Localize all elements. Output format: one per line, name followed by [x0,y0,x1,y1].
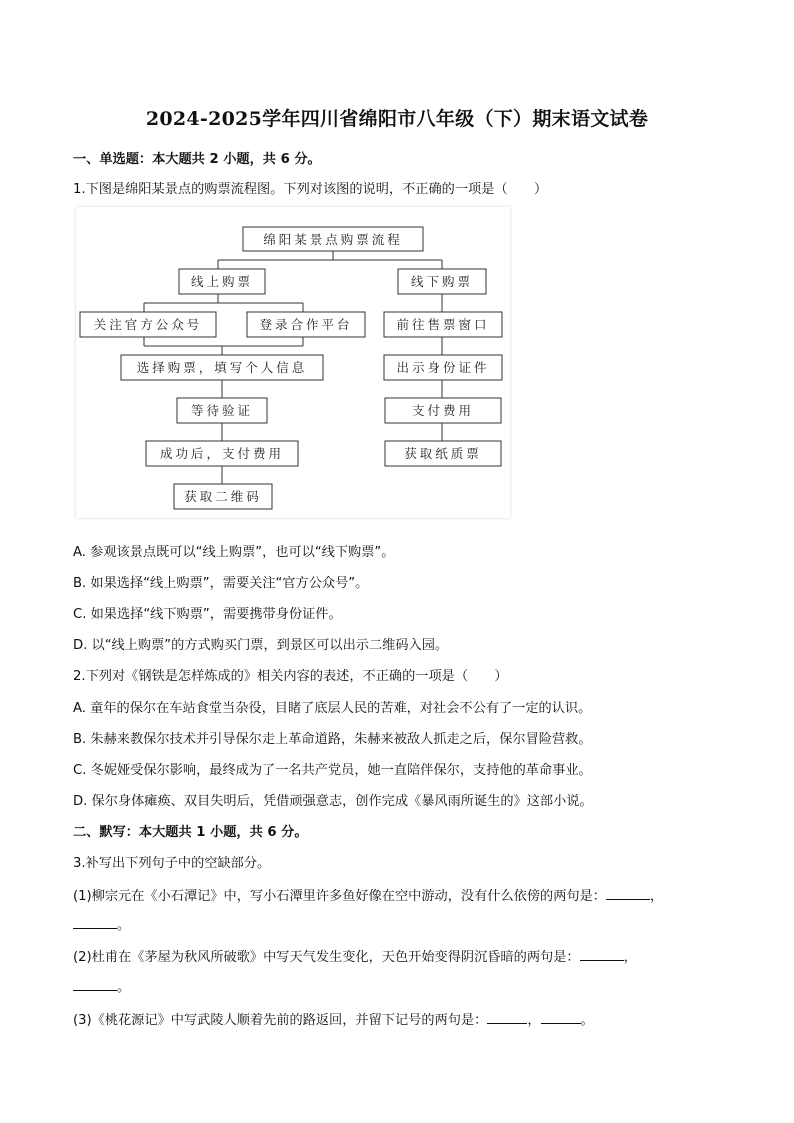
node-wait-verify [177,398,267,423]
q2-option-c: C. 冬妮娅受保尔影响，最终成为了一名共产党员，她一直陪伴保尔，支持他的革命事业。 [73,763,592,778]
node-root [243,227,423,251]
q3-item-3-comma: ， [527,1013,541,1028]
node-pay-after-success [146,441,298,466]
answer-blank[interactable] [580,947,624,961]
node-select-ticket [121,355,323,380]
node-show-id [384,355,502,380]
node-offline-label: 线下购票 [410,274,474,289]
ticket-flowchart [76,207,510,518]
q3-item-2-comma: ， [623,950,637,965]
q3-item-3-text: (3)《桃花源记》中写武陵人顺着先前的路返回，并留下记号的两句是： [73,1013,488,1028]
section-heading-dictation: 二、默写：本大题共 1 小题，共 6 分。 [73,825,308,840]
answer-blank[interactable] [73,915,117,929]
q1-option-c: C. 如果选择“线下购票”，需要携带身份证件。 [73,607,342,622]
node-offline [398,269,486,294]
q3-item-1-comma: ， [650,889,664,904]
q3-item-1 [73,885,663,904]
q2-option-d: D. 保尔身体瘫痪、双目失明后，凭借顽强意志，创作完成《暴风雨所诞生的》这部小说。 [73,794,593,809]
question-2-stem: 2.下列对《钢铁是怎样炼成的》相关内容的表述，不正确的一项是（ ） [73,669,508,684]
q3-item-3 [73,1009,594,1028]
q3-item-3-end: 。 [580,1013,594,1028]
node-follow-account-label: 关注官方公众号 [93,317,203,332]
node-get-paper-ticket [385,441,501,466]
node-login-platform [247,312,365,337]
node-pay-after-success-label: 成功后，支付费用 [159,446,285,461]
node-root-label: 绵阳某景点购票流程 [263,232,403,247]
answer-blank[interactable] [541,1010,581,1024]
answer-blank[interactable] [73,977,117,991]
q3-item-2-text: (2)杜甫在《茅屋为秋风所破歌》中写天气发生变化，天色开始变得阴沉昏暗的两句是： [73,950,580,965]
node-select-ticket-label: 选择购票，填写个人信息 [136,360,308,375]
node-login-platform-label: 登录合作平台 [259,317,353,332]
answer-blank[interactable] [487,1010,527,1024]
node-show-id-label: 出示身份证件 [396,360,490,375]
q3-item-1-text: (1)柳宗元在《小石潭记》中，写小石潭里许多鱼好像在空中游动，没有什么依傍的两句是： [73,889,606,904]
answer-blank[interactable] [606,886,650,900]
node-wait-verify-label: 等待验证 [190,403,254,418]
q3-item-2-end: 。 [117,980,131,995]
q1-option-d: D. 以“线上购票”的方式购买门票，到景区可以出示二维码入园。 [73,638,449,653]
node-pay-fee-label: 支付费用 [411,403,475,418]
node-go-window [384,312,502,337]
node-online-label: 线上购票 [190,274,254,289]
node-get-qr-label: 获取二维码 [184,489,262,504]
question-3-stem: 3.补写出下列句子中的空缺部分。 [73,856,271,871]
node-online [179,269,265,294]
node-get-qr [174,484,272,509]
node-get-paper-ticket-label: 获取纸质票 [404,446,482,461]
section-heading-single-choice: 一、单选题：本大题共 2 小题，共 6 分。 [73,152,321,167]
q3-item-1-continued [73,914,130,933]
q1-option-a: A. 参观该景点既可以“线上购票”，也可以“线下购票”。 [73,545,395,560]
node-pay-fee [385,398,501,423]
q3-item-1-end: 。 [117,918,131,933]
q1-option-b: B. 如果选择“线上购票”，需要关注“官方公众号”。 [73,576,369,591]
q2-option-a: A. 童年的保尔在车站食堂当杂役，目睹了底层人民的苦难，对社会不公有了一定的认识。 [73,701,592,716]
q3-item-2 [73,946,637,965]
node-go-window-label: 前往售票窗口 [396,317,490,332]
q2-option-b: B. 朱赫来教保尔技术并引导保尔走上革命道路，朱赫来被敌人抓走之后，保尔冒险营救。 [73,732,592,747]
q3-item-2-continued [73,976,130,995]
exam-title: 2024-2025学年四川省绵阳市八年级（下）期末语文试卷 [145,108,649,130]
question-1-stem: 1.下图是绵阳某景点的购票流程图。下列对该图的说明，不正确的一项是（ ） [73,182,548,197]
node-follow-account [80,312,216,337]
